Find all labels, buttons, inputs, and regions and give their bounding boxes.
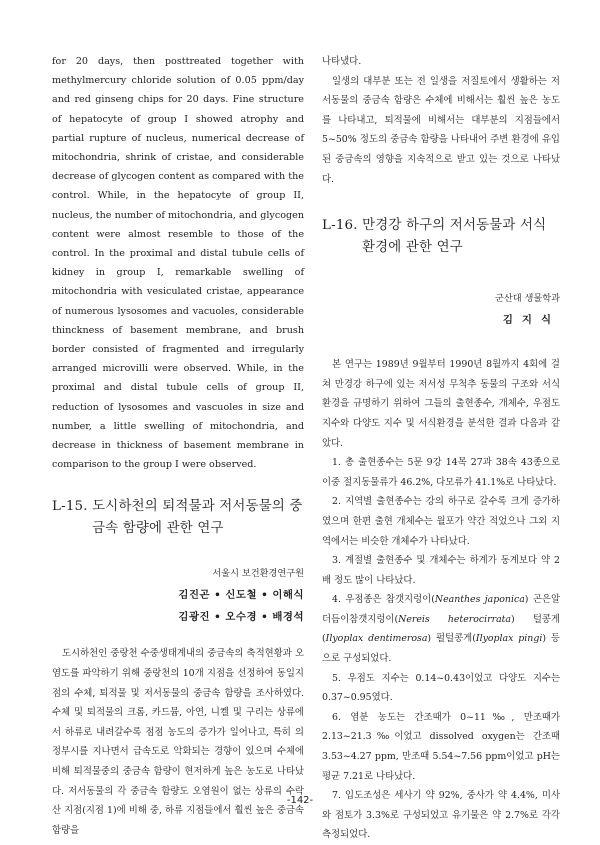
l15-body-continued: 나타냈다. xyxy=(322,56,362,67)
page-number: -142- xyxy=(286,795,314,806)
item4-text-mid-3: ) 펄털콩게( xyxy=(427,633,476,645)
l16-result-item-5: 5. 우점도 지수는 0.14~0.43이었고 다양도 지수는 0.37~0.95였다. xyxy=(322,672,560,704)
section-l15-heading: L-15. 도시하천의 퇴적물과 저서동물의 중금속 함량에 관한 연구 xyxy=(52,499,303,537)
l16-result-item-3: 3. 계절별 출현종수 및 개체수는 하계가 동계보다 약 2배 정도 많이 나타났다. xyxy=(322,555,560,586)
right-column xyxy=(322,52,560,845)
species-name-2: Nereis heterocirrata xyxy=(398,613,512,625)
l15-body-paragraph: 도시하천인 중랑천 수중생태계내의 중금속의 축적현황과 오염도를 파악하기 위해 중랑천의 10개 지점을 선정하여 동일지점의 수체, 퇴적물 및 저서동물의 중금속 함량을 조사하였다. 수체 및 퇴적물의 크롬, 카드뮴, 아연, 니켈 및 구리는 상류에서 하류로 내려갈수록 점점 농도의 증가가 일어나고, 특히 의정부시를 지나면서 급속도로 악화되는 경향이 있으며 수체에 비해 퇴적물중의 중금속 함량이 현저하게 높은 농도로 나타났다. 저서동물의 각 중금속 함량도 오염원이 없는 상류의 수락산 지점(지점 1)에 비해 중, 하류 지점들에서 훨씬 높은 중금속 함량을 xyxy=(52,648,304,836)
l16-intro-paragraph: 본 연구는 1989년 9월부터 1990년 8월까지 4회에 걸쳐 만경강 하구에 있는 저서성 무척추 동물의 구조와 서식환경을 규명하기 위하여 그들의 출현종수, 개체수, 우점도 지수와 다양도 지수 및 서식환경을 분석한 결과 다음과 같았다. xyxy=(322,359,560,449)
l16-author: 김지식 xyxy=(502,314,560,327)
l15-affiliation: 서울시 보건환경연구원 xyxy=(212,568,304,580)
item4-text-post: ) 등으로 구성되었다. xyxy=(322,633,560,665)
abstract-continued-paragraph: for 20 days, then posttreated together with methylmercury chloride solution of 0.05 ppm/day and red ginseng chips for 20 days. Fine structure of hepatocyte of group I showed atrophy and partial rupture of nucleus, numerical decrease of mitochondria, shrink of cristae, and considerable decrease of glycogen content as compared with the control. While, in the hepatocyte of group II, nucleus, the number of mitochondria, and glycogen content were almost resemble to those of the control. In the proximal and distal tubule cells of kidney in group I, remarkable swelling of mitochondria with vesiculated cristae, appearance of numerous lysosomes and vacuoles, considerable thinckness of basement membrane, and brush border consisted of fragmented and irregularly arranged microvilli were observed. While, in the proximal and distal tubule cells of group II, reduction of lysosomes and vascuoles in size and number, a little swelling of mitochondria, and decrease in thickness of basement membrane in comparison to the group I were observed. xyxy=(52,56,304,471)
l16-result-item-4 xyxy=(322,590,560,668)
species-name-1: Neanthes japonica xyxy=(434,594,525,606)
species-name-4: Ilyoplax pingi xyxy=(475,633,543,645)
item4-text-mid-2: ) 털콩게( xyxy=(322,613,560,645)
item4-text-mid-1: ) 곤은알더듬이참갯지렁이( xyxy=(322,594,560,625)
l15-authors-line-2: 김광진 • 오수경 • 배경석 xyxy=(178,611,304,624)
species-name-3: Ilyoplax dentimerosa xyxy=(325,633,428,645)
l16-affiliation: 군산대 생물학과 xyxy=(494,293,560,305)
l15-authors-line-1: 김진곤 • 신도철 • 이해식 xyxy=(178,589,304,602)
l15-body-paragraph-2: 일생의 대부분 또는 전 일생을 저질토에서 생활하는 저서동물의 중금속 함량은 수체에 비해서는 훨씬 높은 농도를 나타내고, 퇴적물에 비해서는 대부분의 지점들에서 5~50% 정도의 중금속 함량을 나타내어 주변 환경에 유입된 중금속의 영향을 지속적으로 받고 있는 것으로 나타났다. xyxy=(322,75,560,185)
l16-result-item-7: 7. 입도조성은 세사기 약 92%, 중사가 약 4.4%, 미사와 점토가 3.3%로 구성되었고 유기물은 약 2.7%로 각각 측정되었다. xyxy=(322,790,560,841)
section-l16-heading: L-16. 만경강 하구의 저서동물과 서식 환경에 관한 연구 xyxy=(322,218,547,256)
left-column xyxy=(52,52,304,840)
l16-result-item-6: 6. 염분 농도는 간조때가 0~11‰, 만조때가 2.13~21.3‰이었고 dissolved oxygen는 간조때 3.53~4.27 ppm, 만조때 5.54~7.56 ppm이었고 pH는 평균 7.21로 나타났다. xyxy=(322,711,560,782)
item4-text-pre: 4. 우점종은 참갯지렁이( xyxy=(332,594,435,606)
l16-result-item-1: 1. 총 출현종수는 5문 9강 14목 27과 38속 43종으로 이중 절지동물류가 46.2%, 다모류가 41.1%로 나타났다. xyxy=(322,457,560,488)
l16-result-item-2: 2. 지역별 출현종수는 강의 하구로 갈수록 크게 증가하였으며 한편 출현 개체수는 월포가 약간 적었으나 그외 지역에서는 비슷한 개체수가 나타났다. xyxy=(322,496,560,547)
